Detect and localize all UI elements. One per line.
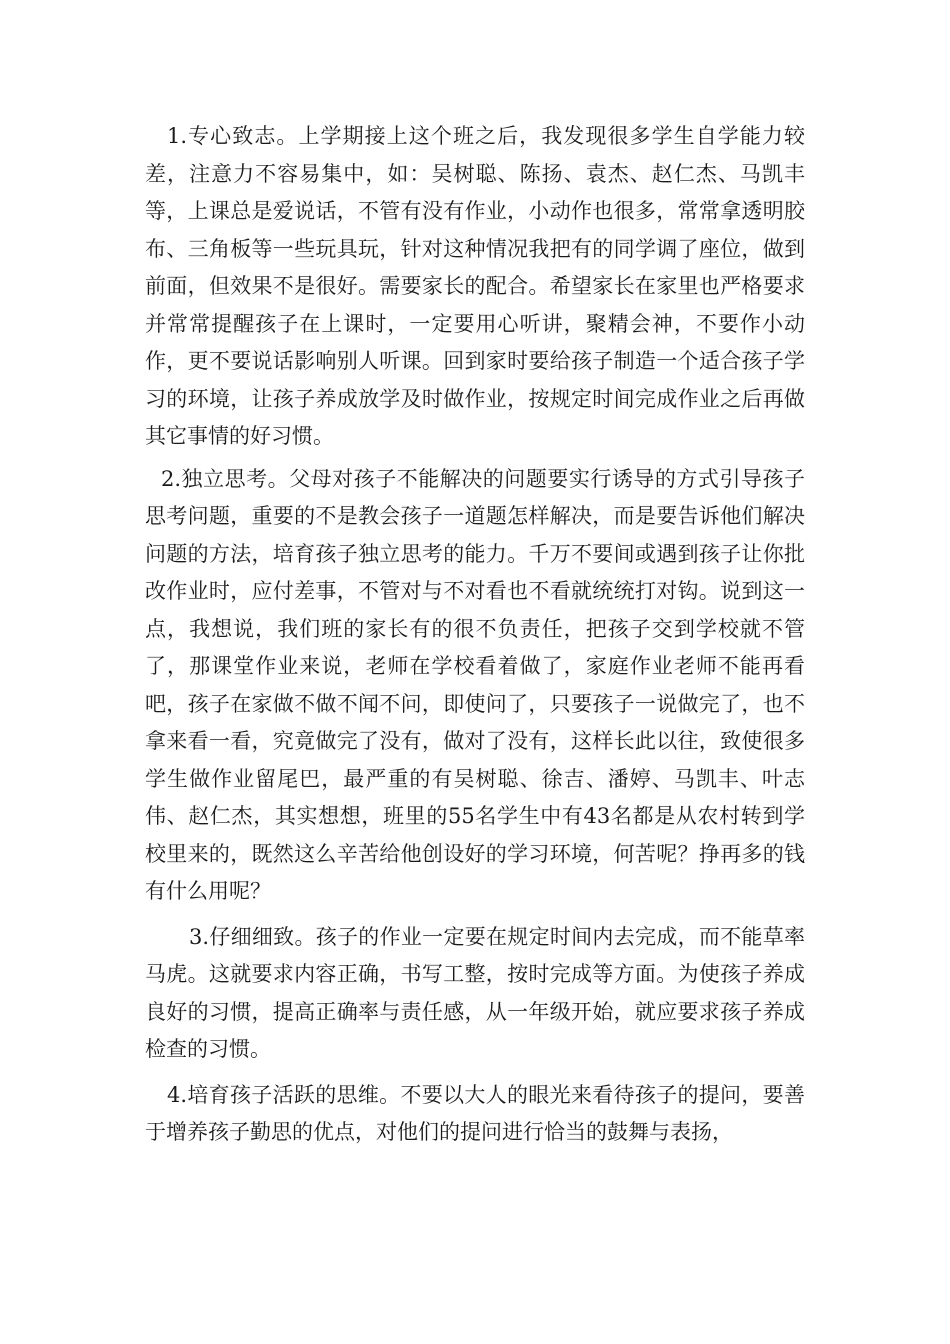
document-body bbox=[145, 118, 805, 1152]
paragraph-carefulness: 3.仔细细致。孩子的作业一定要在规定时间内去完成，而不能草率马虎。这就要求内容正确，书写工整，按时完成等方面。为使孩子养成良好的习惯，提高正确率与责任感，从一年级开始，就应要求孩子养成检查的习惯。 bbox=[145, 924, 805, 1061]
paragraph-active-thinking: 4.培育孩子活跃的思维。不要以大人的眼光来看待孩子的提问，要善于增养孩子勤思的优点，对他们的提问进行恰当的鼓舞与表扬， bbox=[145, 1082, 805, 1144]
paragraph-independent-thinking: 2.独立思考。父母对孩子不能解决的问题要实行诱导的方式引导孩子思考问题，重要的不是教会孩子一道题怎样解决，而是要告诉他们解决问题的方法，培育孩子独立思考的能力。千万不要间或遇到孩子让你批改作业时，应付差事，不管对与不对看也不看就统统打对钩。说到这一点，我想说，我们班的家长有的很不负责任，把孩子交到学校就不管了，那课堂作业来说，老师在学校看着做了，家庭作业老师不能再看吧，孩子在家做不做不闻不问，即使问了，只要孩子一说做完了，也不拿来看一看，究竟做完了没有，做对了没有，这样长此以往，致使很多学生做作业留尾巴，最严重的有吴树聪、徐吉、潘婷、马凯丰、叶志伟、赵仁杰，其实想想，班里的55名学生中有43名都是从农村转到学校里来的，既然这么辛苦给他创设好的学习环境，何苦呢？挣再多的钱有什么用呢？ bbox=[145, 466, 805, 903]
paragraph-focus: 1.专心致志。上学期接上这个班之后，我发现很多学生自学能力较差，注意力不容易集中，如：吴树聪、陈扬、袁杰、赵仁杰、马凯丰等，上课总是爱说话，不管有没有作业，小动作也很多，常常拿透明胶布、三角板等一些玩具玩，针对这种情况我把有的同学调了座位，做到前面，但效果不是很好。需要家长的配合。希望家长在家里也严格要求并常常提醒孩子在上课时，一定要用心听讲，聚精会神，不要作小动作，更不要说话影响别人听课。回到家时要给孩子制造一个适合孩子学习的环境，让孩子养成放学及时做作业，按规定时间完成作业之后再做其它事情的好习惯。 bbox=[145, 124, 805, 448]
